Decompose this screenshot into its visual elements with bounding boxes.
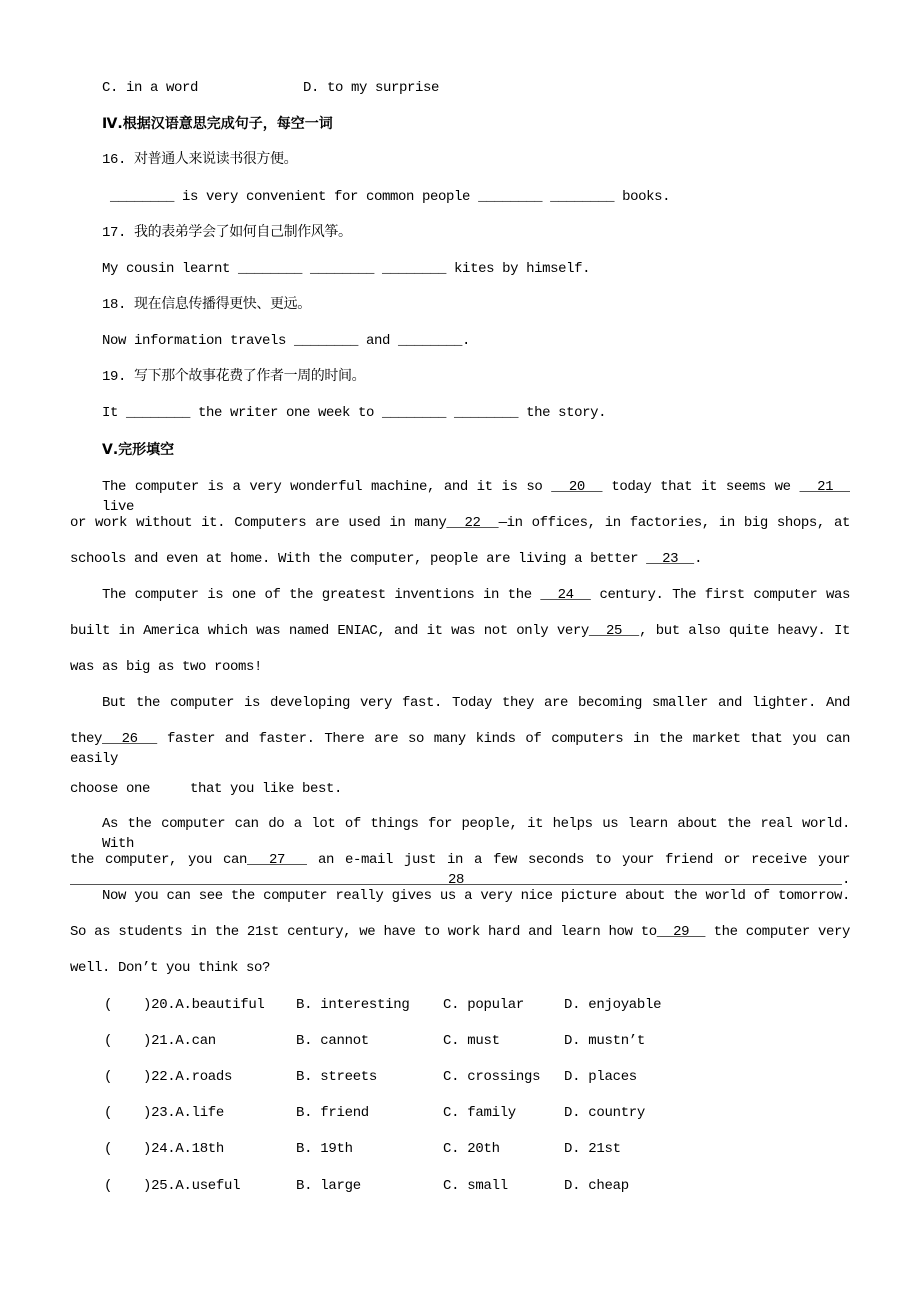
answer-blank: 27 xyxy=(247,852,307,868)
option-d: D. enjoyable xyxy=(564,997,662,1013)
answer-blank: 23 xyxy=(646,551,695,567)
passage-line xyxy=(70,657,262,677)
section-5-heading: Ⅴ.完形填空 xyxy=(102,442,175,458)
option-d: D. 21st xyxy=(564,1141,621,1158)
passage-text: today that it seems we xyxy=(602,479,800,495)
passage-line xyxy=(70,549,702,569)
answer-blank: 28 xyxy=(70,872,842,888)
passage-text: , but also quite heavy. It xyxy=(639,623,850,639)
option-b: B. large xyxy=(296,1177,361,1194)
answer-paren: ( xyxy=(104,1177,113,1194)
option-b: B. cannot xyxy=(296,1033,369,1050)
passage-text: was as big as two rooms! xyxy=(70,659,263,675)
question-17-english: My cousin learnt ________ ________ ________ kites by himself. xyxy=(102,261,591,277)
passage-line xyxy=(70,621,850,641)
section-4-heading: Ⅳ.根据汉语意思完成句子，每空一词 xyxy=(102,116,333,132)
answer-blank: 22 xyxy=(446,515,499,531)
passage-line xyxy=(102,477,850,515)
passage-line xyxy=(102,585,850,605)
passage-text: . xyxy=(694,551,703,567)
passage-text: built in America which was named ENIAC, and it was not only very xyxy=(70,623,589,639)
answer-blank: 20 xyxy=(551,479,603,495)
answer-blank: 24 xyxy=(540,587,591,603)
passage-text: . xyxy=(841,872,850,888)
option-c: C. crossings xyxy=(443,1069,541,1086)
option-b: B. streets xyxy=(296,1069,378,1086)
passage-text: century. The first computer was xyxy=(590,587,851,603)
answer-paren: ( xyxy=(104,1141,113,1158)
passage-text: So as students in the 21st century, we have to work hard and learn how to xyxy=(70,924,657,940)
answer-blank: 21 xyxy=(799,479,850,495)
option-c: C. popular xyxy=(443,997,525,1013)
passage-line xyxy=(70,958,270,978)
passage-text: Now you can see the computer really gives us a very nice picture about the world of tomorrow. xyxy=(102,888,850,904)
answer-blank: 26 xyxy=(102,731,158,747)
answer-paren: ( xyxy=(104,1069,113,1086)
option-c: C. must xyxy=(443,1033,500,1050)
option-d: D. places xyxy=(564,1069,637,1086)
question-16-english: ________ is very convenient for common people ________ ________ books. xyxy=(102,189,671,205)
passage-line xyxy=(102,814,850,852)
passage-text: well. Don’t you think so? xyxy=(70,960,271,976)
option-c: C. family xyxy=(443,1105,516,1122)
answer-paren: ( xyxy=(104,997,113,1013)
question-17-chinese: 17. 我的表弟学会了如何自己制作风筝。 xyxy=(102,225,352,241)
passage-text: the computer, you can xyxy=(70,852,248,868)
passage-line xyxy=(70,513,850,533)
option-c: C. 20th xyxy=(443,1141,500,1158)
option-d: D. mustn’t xyxy=(564,1033,646,1050)
option-b: B. interesting xyxy=(296,997,410,1013)
option-a: )22.A.roads xyxy=(143,1069,233,1086)
option-a: )21.A.can xyxy=(143,1033,216,1050)
option-a: )23.A.life xyxy=(143,1105,225,1122)
passage-line xyxy=(70,850,850,888)
passage-line xyxy=(70,922,850,942)
option-b: B. 19th xyxy=(296,1141,353,1158)
option-b: B. friend xyxy=(296,1105,369,1122)
option-c: C. in a word xyxy=(102,80,199,96)
passage-text: But the computer is developing very fast. Today they are becoming smaller and lighter. And xyxy=(102,695,850,711)
option-a: )25.A.useful xyxy=(143,1177,241,1194)
passage-text: As the computer can do a lot of things for people, it helps us learn about the real world. With xyxy=(102,816,850,852)
passage-text: choose one that you like best. xyxy=(70,781,343,797)
question-16-chinese: 16. 对普通人来说读书很方便。 xyxy=(102,152,298,168)
passage-text: or work without it. Computers are used in many xyxy=(70,515,447,531)
passage-text: The computer is one of the greatest inventions in the xyxy=(102,587,541,603)
passage-line xyxy=(102,886,850,906)
passage-text: live xyxy=(102,499,135,515)
passage-text: they xyxy=(70,731,103,747)
question-19-chinese: 19. 写下那个故事花费了作者一周的时间。 xyxy=(102,369,366,385)
option-a: )24.A.18th xyxy=(143,1141,225,1158)
option-d: D. cheap xyxy=(564,1177,629,1194)
option-d: D. to my surprise xyxy=(303,80,440,96)
passage-text: —in offices, in factories, in big shops, at xyxy=(498,515,850,531)
passage-line xyxy=(70,779,342,799)
question-18-chinese: 18. 现在信息传播得更快、更远。 xyxy=(102,297,311,313)
option-d: D. country xyxy=(564,1105,646,1122)
passage-text: schools and even at home. With the computer, people are living a better xyxy=(70,551,647,567)
question-19-english: It ________ the writer one week to ________ ________ the story. xyxy=(102,405,607,421)
answer-paren: ( xyxy=(104,1105,113,1122)
answer-blank: 29 xyxy=(656,924,706,940)
question-18-english: Now information travels ________ and ________. xyxy=(102,333,471,349)
option-c: C. small xyxy=(443,1177,508,1194)
passage-line xyxy=(70,729,850,767)
passage-text: the computer very xyxy=(705,924,851,940)
answer-blank: 25 xyxy=(588,623,640,639)
passage-text: an e-mail just in a few seconds to your friend or receive your xyxy=(307,852,850,868)
option-a: )20.A.beautiful xyxy=(143,997,265,1013)
passage-text: faster and faster. There are so many kinds of computers in the market that you can easily xyxy=(70,731,850,767)
passage-text: The computer is a very wonderful machine, and it is so xyxy=(102,479,552,495)
answer-paren: ( xyxy=(104,1033,113,1050)
passage-line xyxy=(102,693,850,713)
